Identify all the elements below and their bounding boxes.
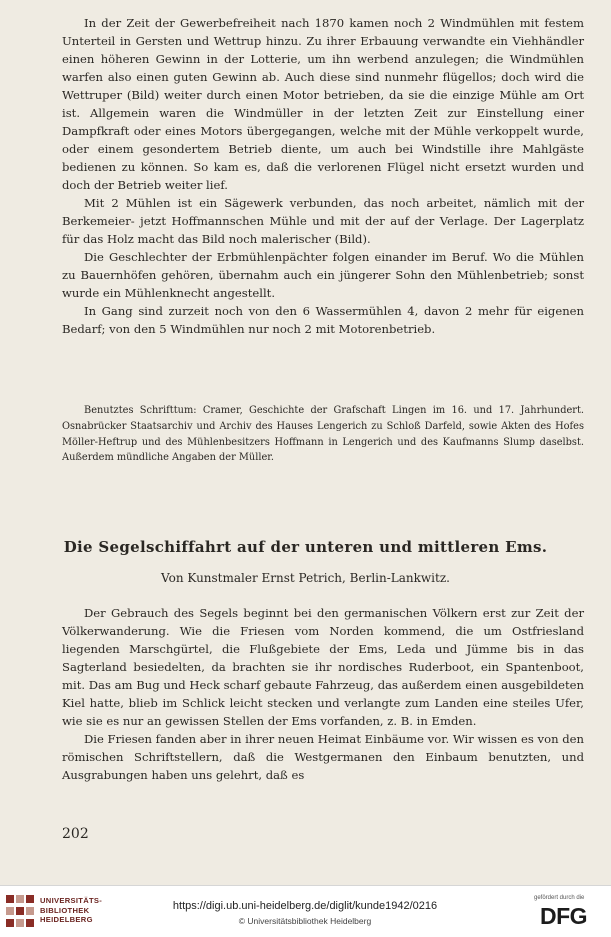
references-note: Benutztes Schrifttum: Cramer, Geschichte der Grafschaft Lingen im 16. und 17. Jahrhundert. Osnabrücker Staatsarchiv und Archiv des Hauses Lengerich zu Schloß Darfeld, sowie Akten des Hofes Möller-Heftrup und des Mühlenbesitzers Hoffmann in Lengerich und des Kaufmanns Slump daselbst. Außerdem mündliche Angaben der Müller. [62,405,584,464]
text-block-top [62,14,584,338]
paragraph: Die Friesen fanden aber in ihrer neuen Heimat Einbäume vor. Wir wissen es von den römischen Schriftstellern, daß die Westgermanen den Einbaum benutzten, und Ausgrabungen haben uns gelehrt, daß es [62,732,584,782]
university-library-logo-icon[interactable] [6,895,36,929]
paragraph: Die Geschlechter der Erbmühlenpächter folgen einander im Beruf. Wo die Mühlen zu Bauernhöfen gehören, übernahm auch ein jüngerer Sohn den Mühlenbetrieb; sonst wurde ein Mühlenknecht angestellt. [62,250,584,300]
funding-note: gefördert durch die [534,895,585,901]
paragraph: In Gang sind zurzeit noch von den 6 Wassermühlen 4, davon 2 mehr für eigenen Bedarf; von den 5 Windmühlen nur noch 2 mit Motorenbetrieb. [62,304,584,336]
paragraph: Der Gebrauch des Segels beginnt bei den germanischen Völkern erst zur Zeit der Völkerwanderung. Wie die Friesen vom Norden kommend, die um Ostfriesland liegenden Marschgürtel, die Flußgebiete der Ems, Leda und Jümme bis in das Sagterland besiedelten, da brachten sie ihr nordisches Ruderboot, ein Spantenboot, mit. Das am Bug und Heck scharf gebaute Fahrzeug, das außerdem einen ausgebildeten Kiel hatte, blieb im Schlick leicht stecken und verlangte zum Landen eine steiles Ufer, wie sie es nur an gewissen Stellen der Ems vorfanden, z. B. in Emden. [62,606,584,728]
text-block-bottom [62,604,584,784]
dfg-logo[interactable]: DFG [540,903,588,929]
library-name[interactable]: UNIVERSITÄTS- BIBLIOTHEK HEIDELBERG [40,896,103,924]
copyright-notice: © Universitätsbibliothek Heidelberg [238,916,372,926]
paragraph: In der Zeit der Gewerbefreiheit nach 1870 kamen noch 2 Windmühlen mit festem Unterteil in Gersten und Wettrup hinzu. Zu ihrer Erbauung verwandte ein Viehhändler einen höheren Gewinn in der Lotterie, um ihn werbend anzulegen; die Windmühlen warfen also einen guten Gewinn ab. Auch diese sind nunmehr flügellos; doch wird die Wettruper (Bild) weiter durch einen Motor betrieben, da sie die einzige Mühle am Ort ist. Allgemein waren die Windmüller in der letzten Zeit zur Einstellung einer Dampfkraft oder eines Motors übergegangen, welche mit der Mühle verkoppelt wurde, oder einem gesondertem Betrieb diente, um auch bei Windstille ihre Mahlgäste bedienen zu können. So kam es, daß die verlorenen Flügel nicht ersetzt wurden und doch der Betrieb weiter lief. [62,16,584,192]
article-author: Von Kunstmaler Ernst Petrich, Berlin-Lankwitz. [161,571,450,585]
paragraph: Mit 2 Mühlen ist ein Sägewerk verbunden, das noch arbeitet, nämlich mit der Berkemeier- jetzt Hoffmannschen Mühle und mit der auf der Verlage. Der Lagerplatz für das Holz macht das Bild noch malerischer (Bild). [62,196,584,246]
page-number: 202 [62,826,89,842]
page-url-link[interactable]: https://digi.ub.uni-heidelberg.de/diglit/kunde1942/0216 [172,900,438,912]
viewer-footer [0,885,611,937]
article-title: Die Segelschiffahrt auf der unteren und mittleren Ems. [63,538,548,556]
